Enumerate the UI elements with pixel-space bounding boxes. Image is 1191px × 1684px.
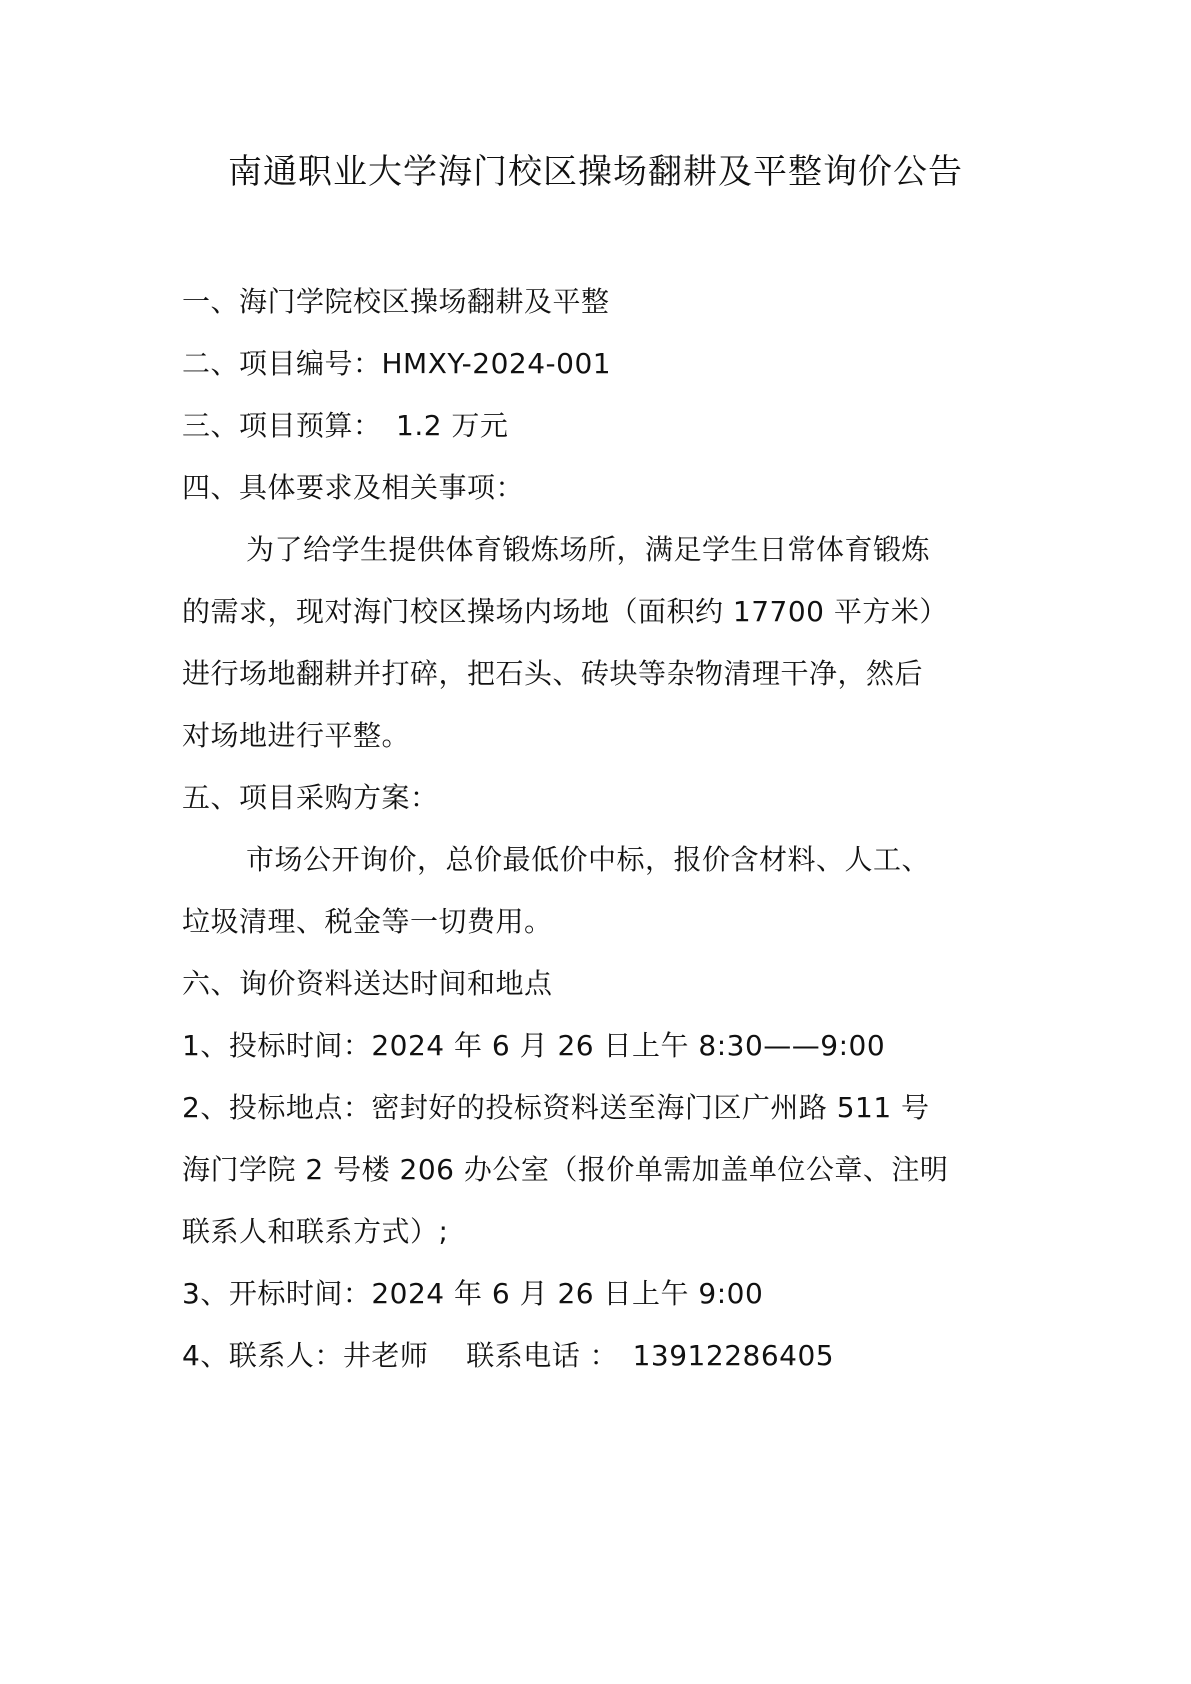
procurement-paragraph-line: 市场公开询价，总价最低价中标，报价含材料、人工、 — [246, 843, 931, 876]
requirements-paragraph-line: 的需求，现对海门校区操场内场地（面积约 17700 平方米） — [182, 595, 948, 628]
item-submission-heading: 六、询价资料送达时间和地点 — [182, 967, 553, 1000]
bid-location-line: 联系人和联系方式）; — [182, 1215, 449, 1248]
requirements-paragraph-line: 对场地进行平整。 — [182, 719, 411, 752]
opening-time-line: 3、开标时间：2024 年 6 月 26 日上午 9:00 — [182, 1277, 764, 1310]
item-project-name: 一、海门学院校区操场翻耕及平整 — [182, 285, 610, 318]
requirements-paragraph-line: 为了给学生提供体育锻炼场所，满足学生日常体育锻炼 — [246, 533, 931, 566]
document-title: 南通职业大学海门校区操场翻耕及平整询价公告 — [228, 152, 963, 192]
requirements-paragraph-line: 进行场地翻耕并打碎，把石头、砖块等杂物清理干净，然后 — [182, 657, 924, 690]
bid-location-line: 2、投标地点：密封好的投标资料送至海门区广州路 511 号 — [182, 1091, 930, 1124]
procurement-paragraph-line: 垃圾清理、税金等一切费用。 — [182, 905, 553, 938]
item-project-budget: 三、项目预算： 1.2 万元 — [182, 409, 509, 442]
item-procurement-heading: 五、项目采购方案： — [182, 781, 439, 814]
bid-location-line: 海门学院 2 号楼 206 办公室（报价单需加盖单位公章、注明 — [182, 1153, 949, 1186]
bid-time-line: 1、投标时间：2024 年 6 月 26 日上午 8:30——9:00 — [182, 1029, 886, 1062]
item-project-number: 二、项目编号：HMXY-2024-001 — [182, 347, 612, 380]
contact-line: 4、联系人：井老师 联系电话 ： 13912286405 — [182, 1339, 835, 1372]
item-requirements-heading: 四、具体要求及相关事项： — [182, 471, 525, 504]
